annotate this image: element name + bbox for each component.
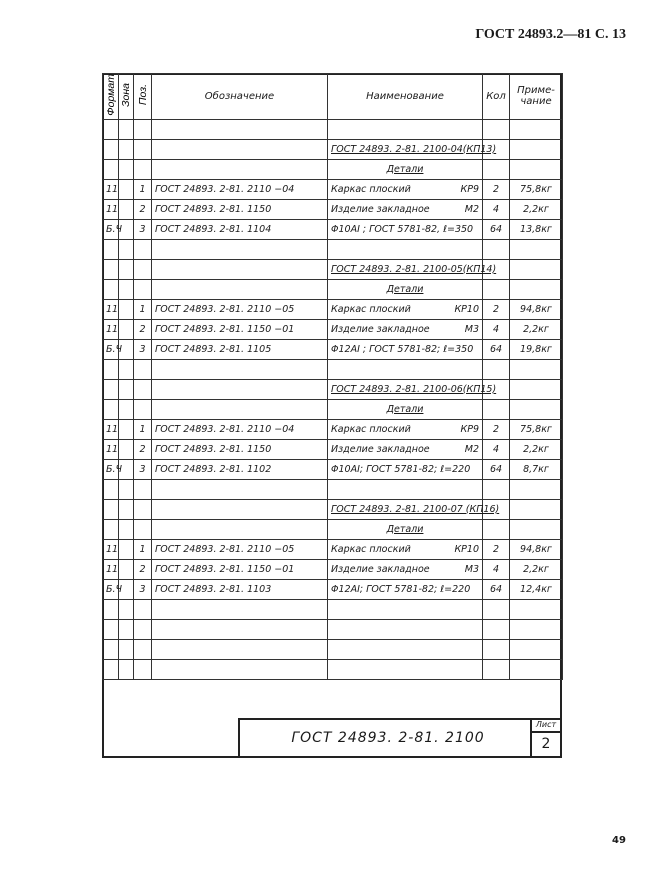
cell-pos — [134, 359, 152, 379]
cell-name: Детали — [328, 399, 483, 419]
cell-designation: ГОСТ 24893. 2-81. 1102 — [152, 459, 328, 479]
cell-pos: 2 — [134, 559, 152, 579]
cell-zone — [119, 239, 134, 259]
cell-note: 75,8кг — [510, 419, 563, 439]
cell-designation — [152, 279, 328, 299]
item-name: Каркас плоский — [331, 543, 411, 555]
item-mark: КР10 — [454, 303, 479, 315]
col-zone — [119, 74, 134, 120]
cell-note — [510, 239, 563, 259]
col-designation: Обозначение — [152, 74, 328, 120]
cell-name: Φ10AI ; ГОСТ 5781-82, ℓ=350 — [328, 219, 483, 239]
table-row — [103, 439, 563, 459]
cell-format — [103, 479, 119, 499]
cell-format: Б.Ч — [103, 219, 119, 239]
item-name: Изделие закладное — [331, 443, 430, 455]
cell-note: 8,7кг — [510, 459, 563, 479]
cell-zone — [119, 499, 134, 519]
cell-pos — [134, 659, 152, 679]
cell-note: 2,2кг — [510, 559, 563, 579]
cell-pos: 3 — [134, 339, 152, 359]
cell-designation — [152, 499, 328, 519]
cell-format: 11 — [103, 179, 119, 199]
table-row — [103, 259, 563, 279]
cell-designation — [152, 399, 328, 419]
cell-zone — [119, 539, 134, 559]
cell-pos: 3 — [134, 579, 152, 599]
cell-zone — [119, 379, 134, 399]
cell-format: 11 — [103, 559, 119, 579]
cell-name — [328, 659, 483, 679]
cell-note: 2,2кг — [510, 199, 563, 219]
cell-zone — [119, 259, 134, 279]
cell-format — [103, 259, 119, 279]
cell-format: 11 — [103, 319, 119, 339]
sheet-number: 2 — [541, 736, 551, 752]
cell-format — [103, 519, 119, 539]
item-mark: КР10 — [454, 543, 479, 555]
cell-designation — [152, 259, 328, 279]
cell-note — [510, 139, 563, 159]
col-note: Приме- чание — [510, 74, 563, 120]
cell-designation: ГОСТ 24893. 2-81. 1150 — [152, 199, 328, 219]
item-name: Изделие закладное — [331, 563, 430, 575]
cell-zone — [119, 279, 134, 299]
cell-pos: 3 — [134, 459, 152, 479]
cell-name — [328, 119, 483, 139]
cell-note — [510, 359, 563, 379]
cell-format — [103, 239, 119, 259]
cell-qty: 4 — [483, 559, 510, 579]
cell-designation: ГОСТ 24893. 2-81. 1105 — [152, 339, 328, 359]
col-format-label: Формат — [104, 74, 117, 116]
table-row — [103, 579, 563, 599]
cell-pos — [134, 399, 152, 419]
cell-designation: ГОСТ 24893. 2-81. 1104 — [152, 219, 328, 239]
cell-qty: 4 — [483, 439, 510, 459]
cell-zone — [119, 419, 134, 439]
cell-pos: 1 — [134, 419, 152, 439]
item-name: Каркас плоский — [331, 183, 411, 195]
cell-qty: 64 — [483, 579, 510, 599]
cell-note — [510, 259, 563, 279]
cell-pos: 2 — [134, 319, 152, 339]
item-mark: КР9 — [460, 423, 479, 435]
cell-format: Б.Ч — [103, 459, 119, 479]
col-format — [103, 74, 119, 120]
cell-format — [103, 279, 119, 299]
cell-name — [328, 179, 483, 199]
table-row — [103, 319, 563, 339]
cell-designation — [152, 119, 328, 139]
cell-pos — [134, 379, 152, 399]
cell-designation: ГОСТ 24893. 2-81. 2110 −04 — [152, 179, 328, 199]
cell-designation — [152, 359, 328, 379]
cell-qty — [483, 639, 510, 659]
cell-name: Φ12AI ; ГОСТ 5781-82; ℓ=350 — [328, 339, 483, 359]
cell-pos — [134, 119, 152, 139]
table-row — [103, 539, 563, 559]
cell-note: 75,8кг — [510, 179, 563, 199]
cell-zone — [119, 639, 134, 659]
cell-format — [103, 499, 119, 519]
specification-table — [102, 73, 563, 680]
cell-format: 11 — [103, 419, 119, 439]
table-row — [103, 419, 563, 439]
cell-name: Детали — [328, 279, 483, 299]
cell-designation — [152, 619, 328, 639]
cell-designation — [152, 519, 328, 539]
cell-format — [103, 119, 119, 139]
item-mark: М2 — [464, 443, 479, 455]
cell-qty: 2 — [483, 179, 510, 199]
table-row — [103, 519, 563, 539]
cell-designation — [152, 639, 328, 659]
title-block — [238, 718, 562, 758]
cell-note — [510, 479, 563, 499]
cell-designation: ГОСТ 24893. 2-81. 2110 −05 — [152, 539, 328, 559]
cell-pos — [134, 279, 152, 299]
cell-name — [328, 419, 483, 439]
cell-format — [103, 379, 119, 399]
table-row — [103, 359, 563, 379]
table-row — [103, 139, 563, 159]
cell-zone — [119, 519, 134, 539]
cell-pos — [134, 599, 152, 619]
cell-note — [510, 119, 563, 139]
cell-pos — [134, 259, 152, 279]
cell-name — [328, 619, 483, 639]
cell-format — [103, 599, 119, 619]
cell-format: Б.Ч — [103, 579, 119, 599]
cell-pos — [134, 139, 152, 159]
cell-note — [510, 399, 563, 419]
table-row — [103, 379, 563, 399]
cell-format — [103, 639, 119, 659]
cell-qty: 2 — [483, 419, 510, 439]
table-row — [103, 619, 563, 639]
cell-note: 94,8кг — [510, 299, 563, 319]
cell-note: 2,2кг — [510, 319, 563, 339]
cell-qty — [483, 239, 510, 259]
table-row — [103, 219, 563, 239]
cell-format: 11 — [103, 439, 119, 459]
cell-zone — [119, 199, 134, 219]
cell-format — [103, 159, 119, 179]
cell-designation — [152, 379, 328, 399]
cell-qty — [483, 619, 510, 639]
cell-zone — [119, 599, 134, 619]
cell-format: 11 — [103, 299, 119, 319]
cell-name — [328, 199, 483, 219]
item-mark: М3 — [464, 563, 479, 575]
cell-note — [510, 599, 563, 619]
cell-note: 13,8кг — [510, 219, 563, 239]
cell-zone — [119, 439, 134, 459]
cell-note: 2,2кг — [510, 439, 563, 459]
cell-note — [510, 279, 563, 299]
cell-pos — [134, 479, 152, 499]
cell-designation: ГОСТ 24893. 2-81. 1150 −01 — [152, 319, 328, 339]
col-name: Наименование — [328, 74, 483, 120]
cell-name — [328, 539, 483, 559]
table-row — [103, 599, 563, 619]
cell-pos: 1 — [134, 539, 152, 559]
cell-zone — [119, 479, 134, 499]
cell-designation: ГОСТ 24893. 2-81. 1103 — [152, 579, 328, 599]
cell-format — [103, 399, 119, 419]
cell-pos: 3 — [134, 219, 152, 239]
table-row — [103, 159, 563, 179]
cell-qty — [483, 659, 510, 679]
cell-qty — [483, 399, 510, 419]
sheet-cell — [530, 720, 560, 756]
cell-qty: 64 — [483, 459, 510, 479]
cell-name — [328, 299, 483, 319]
cell-note — [510, 639, 563, 659]
item-mark: КР9 — [460, 183, 479, 195]
cell-zone — [119, 179, 134, 199]
cell-qty: 4 — [483, 199, 510, 219]
table-row — [103, 399, 563, 419]
cell-designation — [152, 159, 328, 179]
cell-pos — [134, 499, 152, 519]
cell-designation — [152, 139, 328, 159]
cell-qty — [483, 479, 510, 499]
cell-name — [328, 599, 483, 619]
cell-designation: ГОСТ 24893. 2-81. 1150 −01 — [152, 559, 328, 579]
table-row — [103, 639, 563, 659]
item-name: Изделие закладное — [331, 323, 430, 335]
cell-format — [103, 359, 119, 379]
cell-qty: 2 — [483, 299, 510, 319]
cell-pos: 2 — [134, 199, 152, 219]
table-row — [103, 299, 563, 319]
cell-zone — [119, 159, 134, 179]
cell-note — [510, 659, 563, 679]
cell-zone — [119, 659, 134, 679]
cell-qty — [483, 159, 510, 179]
table-row — [103, 199, 563, 219]
cell-format: 11 — [103, 539, 119, 559]
cell-note — [510, 519, 563, 539]
cell-format: 11 — [103, 199, 119, 219]
item-name: Изделие закладное — [331, 203, 430, 215]
cell-pos — [134, 519, 152, 539]
cell-qty — [483, 599, 510, 619]
cell-name — [328, 639, 483, 659]
cell-qty: 4 — [483, 319, 510, 339]
col-zone-label: Зона — [120, 82, 132, 107]
item-name: Каркас плоский — [331, 303, 411, 315]
cell-note: 19,8кг — [510, 339, 563, 359]
table-row — [103, 499, 563, 519]
table-row — [103, 659, 563, 679]
cell-pos: 2 — [134, 439, 152, 459]
cell-designation — [152, 479, 328, 499]
cell-pos — [134, 239, 152, 259]
col-qty: Кол — [483, 74, 510, 120]
cell-name: ГОСТ 24893. 2-81. 2100-04(КП13) — [328, 139, 483, 159]
cell-note — [510, 159, 563, 179]
cell-qty — [483, 519, 510, 539]
cell-name — [328, 559, 483, 579]
cell-pos — [134, 159, 152, 179]
document-designation: ГОСТ 24893. 2-81. 2100 — [291, 730, 485, 746]
table-row — [103, 339, 563, 359]
cell-zone — [119, 319, 134, 339]
table-row — [103, 179, 563, 199]
cell-name — [328, 439, 483, 459]
table-row — [103, 239, 563, 259]
cell-designation — [152, 239, 328, 259]
table-row — [103, 559, 563, 579]
cell-note: 94,8кг — [510, 539, 563, 559]
item-name: Каркас плоский — [331, 423, 411, 435]
cell-name — [328, 239, 483, 259]
cell-designation — [152, 659, 328, 679]
cell-pos: 1 — [134, 299, 152, 319]
page-number: 49 — [612, 835, 626, 846]
table-row — [103, 479, 563, 499]
cell-name — [328, 319, 483, 339]
cell-zone — [119, 299, 134, 319]
cell-format — [103, 139, 119, 159]
cell-name: ГОСТ 24893. 2-81. 2100-07 (КП16) — [328, 499, 483, 519]
cell-name — [328, 479, 483, 499]
cell-qty — [483, 359, 510, 379]
cell-name: Φ10AI; ГОСТ 5781-82; ℓ=220 — [328, 459, 483, 479]
cell-name — [328, 359, 483, 379]
table-row — [103, 119, 563, 139]
item-mark: М3 — [464, 323, 479, 335]
cell-zone — [119, 559, 134, 579]
cell-designation: ГОСТ 24893. 2-81. 2110 −05 — [152, 299, 328, 319]
cell-pos — [134, 619, 152, 639]
cell-note — [510, 499, 563, 519]
cell-name: ГОСТ 24893. 2-81. 2100-05(КП14) — [328, 259, 483, 279]
cell-name: Детали — [328, 159, 483, 179]
cell-format: Б.Ч — [103, 339, 119, 359]
cell-qty — [483, 119, 510, 139]
sheet-label: Лист — [532, 720, 560, 733]
table-header — [103, 74, 563, 120]
cell-zone — [119, 139, 134, 159]
page-header: ГОСТ 24893.2—81 С. 13 — [475, 27, 626, 42]
cell-format — [103, 659, 119, 679]
cell-note: 12,4кг — [510, 579, 563, 599]
table-row — [103, 459, 563, 479]
cell-name: Детали — [328, 519, 483, 539]
cell-designation — [152, 599, 328, 619]
cell-zone — [119, 619, 134, 639]
cell-note — [510, 619, 563, 639]
cell-designation: ГОСТ 24893. 2-81. 1150 — [152, 439, 328, 459]
col-pos-label: Поз. — [136, 84, 149, 106]
cell-format — [103, 619, 119, 639]
item-mark: М2 — [464, 203, 479, 215]
cell-qty: 2 — [483, 539, 510, 559]
cell-qty — [483, 279, 510, 299]
table-row — [103, 279, 563, 299]
cell-zone — [119, 119, 134, 139]
cell-qty: 64 — [483, 339, 510, 359]
cell-pos — [134, 639, 152, 659]
cell-qty: 64 — [483, 219, 510, 239]
cell-designation: ГОСТ 24893. 2-81. 2110 −04 — [152, 419, 328, 439]
cell-zone — [119, 399, 134, 419]
cell-note — [510, 379, 563, 399]
col-pos — [134, 74, 152, 120]
cell-name: Φ12AI; ГОСТ 5781-82; ℓ=220 — [328, 579, 483, 599]
cell-zone — [119, 359, 134, 379]
cell-name: ГОСТ 24893. 2-81. 2100-06(КП15) — [328, 379, 483, 399]
cell-pos: 1 — [134, 179, 152, 199]
